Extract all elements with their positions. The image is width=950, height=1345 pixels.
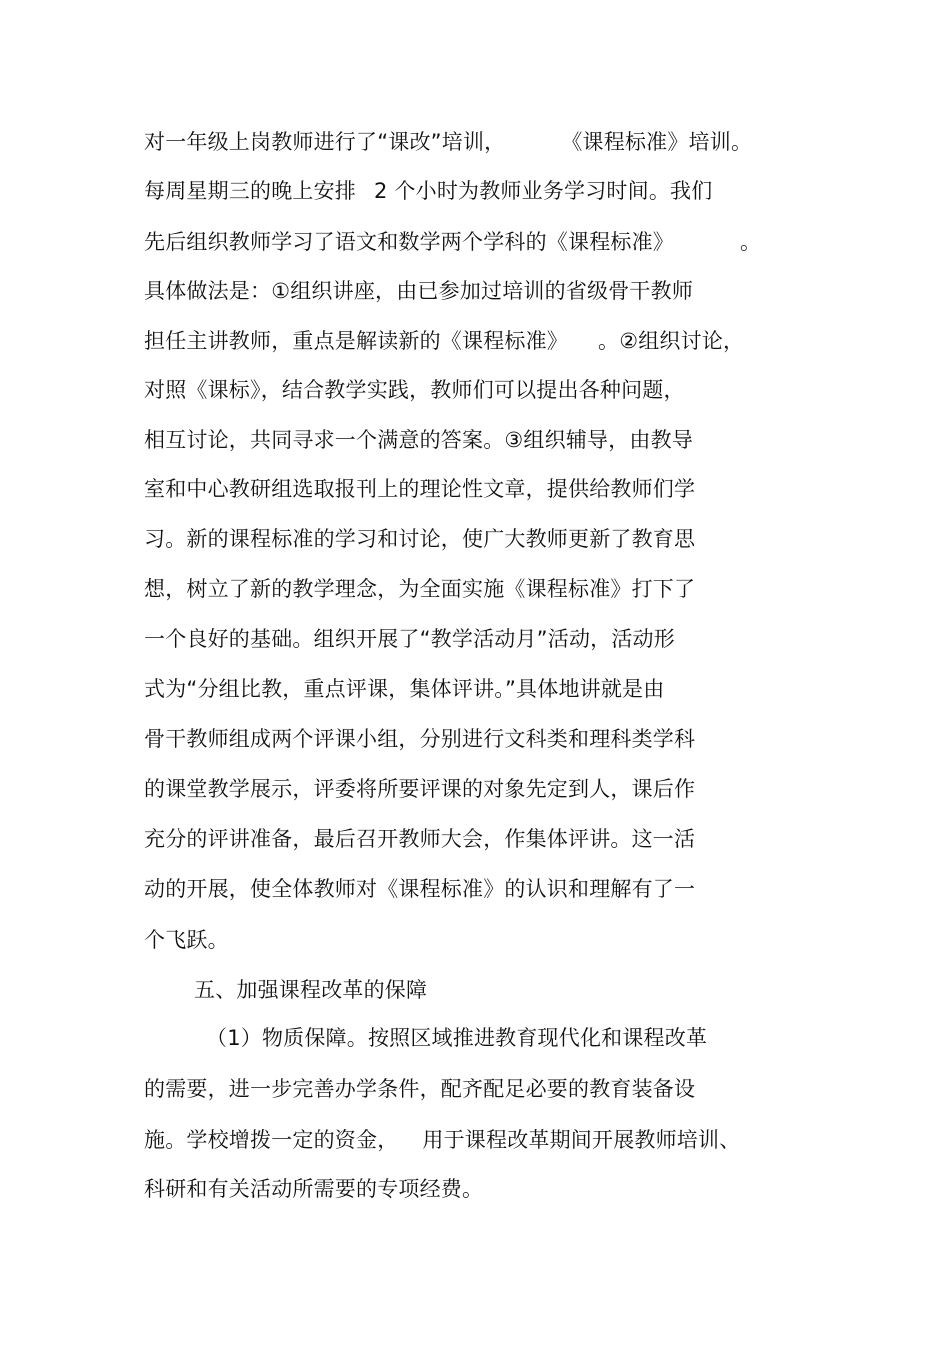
text-line <box>144 1174 483 1204</box>
text-segment: （1）物质保障。按照区域推进教育现代化和课程改革 <box>206 1026 708 1050</box>
text-line <box>144 574 695 604</box>
text-segment: 的课堂教学展示，评委将所要评课的对象先定到人，课后作 <box>144 777 696 801</box>
text-line <box>144 624 675 654</box>
text-line <box>144 925 229 955</box>
text-segment: 用于课程改革期间开展教师培训、 <box>422 1128 741 1152</box>
text-line <box>144 874 695 904</box>
text-segment: 。 <box>740 230 762 254</box>
text-line <box>144 176 712 206</box>
text-segment: 每周星期三的晚上安排 <box>144 179 356 203</box>
text-segment: 先后组织教师学习了语文和数学两个学科的《课程标准》 <box>144 230 674 254</box>
text-segment: 相互讨论，共同寻求一个满意的答案。③组织辅导，由教导 <box>144 428 694 452</box>
heading-text: 五、加强课程改革的保障 <box>194 978 428 1002</box>
text-line <box>144 227 761 257</box>
text-segment: 担任主讲教师，重点是解读新的《课程标准》 <box>144 329 568 353</box>
text-line <box>144 127 752 157</box>
text-line <box>144 1125 740 1155</box>
text-segment: 科研和有关活动所需要的专项经费。 <box>144 1177 484 1201</box>
text-line <box>144 524 695 554</box>
text-line <box>144 824 695 854</box>
text-line <box>206 1023 707 1053</box>
text-segment: 。②组织讨论， <box>598 329 745 353</box>
text-segment: 个飞跃。 <box>144 928 229 952</box>
text-line <box>144 674 664 704</box>
text-segment: 式为“分组比教，重点评课，集体评讲。”具体地讲就是由 <box>144 677 665 701</box>
text-segment: 的需要，进一步完善办学条件，配齐配足必要的教育装备设 <box>144 1077 696 1101</box>
text-segment: 对照《课标》，结合教学实践，教师们可以提出各种问题， <box>144 378 685 402</box>
text-line <box>144 724 695 754</box>
text-line <box>144 774 695 804</box>
text-segment: 充分的评讲准备，最后召开教师大会，作集体评讲。这一活 <box>144 827 696 851</box>
section-heading <box>194 975 427 1005</box>
text-line <box>144 474 695 504</box>
text-line <box>144 425 693 455</box>
text-segment: 2 个小时为教师业务学习时间。我们 <box>374 179 713 203</box>
text-segment: 对一年级上岗教师进行了“课改”培训， <box>144 130 506 154</box>
text-segment: 《课程标准》培训。 <box>561 130 753 154</box>
text-segment: 习。新的课程标准的学习和讨论，使广大教师更新了教育思 <box>144 527 696 551</box>
text-segment: 室和中心教研组选取报刊上的理论性文章，提供给教师们学 <box>144 477 696 501</box>
text-segment: 动的开展，使全体教师对《课程标准》的认识和理解有了一 <box>144 877 696 901</box>
text-segment: 想，树立了新的教学理念，为全面实施《课程标准》打下了 <box>144 577 696 601</box>
text-segment: 施。学校增拨一定的资金， <box>144 1128 399 1152</box>
text-line <box>144 326 744 356</box>
text-segment: 骨干教师组成两个评课小组，分别进行文科类和理科类学科 <box>144 727 696 751</box>
text-segment: 一个良好的基础。组织开展了“教学活动月”活动，活动形 <box>144 627 675 651</box>
text-line <box>144 375 685 405</box>
text-segment: 具体做法是：①组织讲座，由已参加过培训的省级骨干教师 <box>144 279 694 303</box>
text-line <box>144 276 693 306</box>
text-line <box>144 1074 695 1104</box>
